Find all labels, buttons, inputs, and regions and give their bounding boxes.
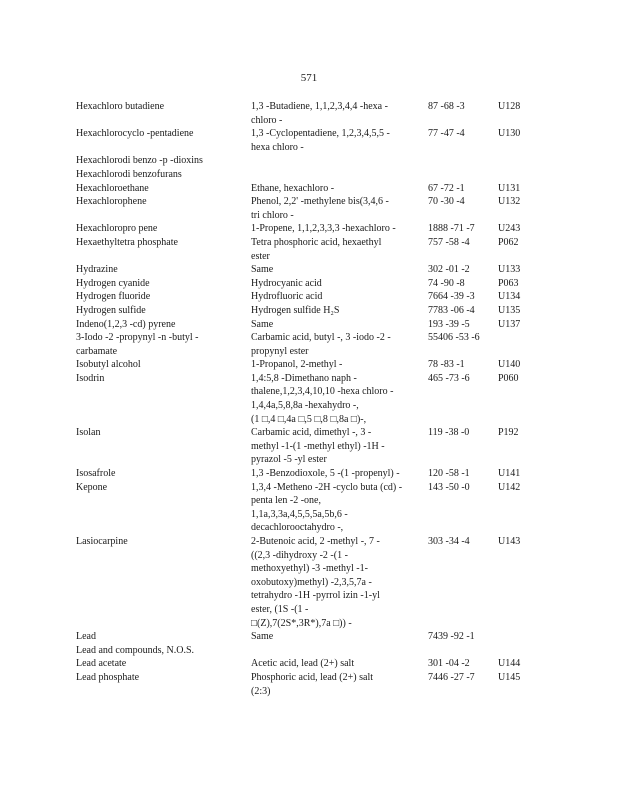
synonym-line: Hydrocyanic acid bbox=[251, 277, 322, 289]
table-row bbox=[76, 644, 536, 658]
cas-number: 757 -58 -4 bbox=[428, 236, 470, 248]
synonym-line: penta len -2 -one, bbox=[251, 495, 321, 507]
cas-number: 303 -34 -4 bbox=[428, 536, 470, 548]
synonym-line: Same bbox=[251, 264, 274, 276]
synonym-line: Phenol, 2,2' -methylene bis(3,4,6 - bbox=[251, 196, 389, 208]
waste-code: U131 bbox=[498, 182, 521, 194]
synonym-line: Hydrofluoric acid bbox=[251, 291, 323, 303]
table-row bbox=[76, 372, 536, 426]
substance-name-line: Isodrin bbox=[76, 372, 105, 384]
synonym bbox=[251, 481, 419, 535]
waste-code: P192 bbox=[498, 427, 519, 439]
synonym-line: propynyl ester bbox=[251, 345, 309, 357]
substance-name-line: Kepone bbox=[76, 481, 108, 493]
synonym bbox=[251, 671, 419, 698]
cas-number: 77 -47 -4 bbox=[428, 128, 465, 140]
synonym-line: 1,1a,3,3a,4,5,5,5a,5b,6 - bbox=[251, 508, 348, 520]
synonym bbox=[251, 331, 419, 358]
substance-name bbox=[76, 467, 244, 481]
synonym-line: ((2,3 -dihydroxy -2 -(1 - bbox=[251, 549, 348, 561]
substance-name bbox=[76, 331, 244, 358]
synonym-line: Carbamic acid, dimethyl -, 3 - bbox=[251, 427, 372, 439]
substance-name-line: Lead and compounds, N.O.S. bbox=[76, 644, 195, 656]
substance-name bbox=[76, 657, 244, 671]
synonym bbox=[251, 467, 419, 481]
substance-name bbox=[76, 535, 244, 549]
cas-number: 7439 -92 -1 bbox=[428, 631, 475, 643]
substance-name bbox=[76, 222, 244, 236]
waste-code: P062 bbox=[498, 236, 519, 248]
cas-number: 7783 -06 -4 bbox=[428, 304, 475, 316]
table-row bbox=[76, 630, 536, 644]
synonym-line: ester, (1S -(1 - bbox=[251, 604, 309, 616]
synonym bbox=[251, 657, 419, 671]
synonym-line: tetrahydro -1H -pyrrol izin -1-yl bbox=[251, 590, 380, 602]
synonym-line: methoxyethyl) -3 -methyl -1- bbox=[251, 563, 368, 575]
substance-name-line: carbamate bbox=[76, 345, 118, 357]
synonym-line: ester bbox=[251, 250, 270, 262]
synonym-line: □(Z),7(2S*,3R*),7a □)) - bbox=[251, 617, 352, 629]
substance-name bbox=[76, 263, 244, 277]
synonym-line: Hydrogen sulfide H₂S bbox=[251, 304, 340, 316]
table-row bbox=[76, 426, 536, 467]
substance-name-line: Lasiocarpine bbox=[76, 536, 128, 548]
waste-code: U132 bbox=[498, 196, 521, 208]
waste-code: U130 bbox=[498, 128, 521, 140]
cas-number: 55406 -53 -6 bbox=[428, 332, 480, 344]
table-row bbox=[76, 304, 536, 318]
waste-code: U145 bbox=[498, 672, 521, 684]
cas-number: 78 -83 -1 bbox=[428, 359, 465, 371]
substance-name-line: Hexachloropro pene bbox=[76, 223, 158, 235]
synonym-line: (2:3) bbox=[251, 685, 271, 697]
synonym-line: 1,3 -Butadiene, 1,1,2,3,4,4 -hexa - bbox=[251, 101, 388, 112]
substance-name bbox=[76, 426, 244, 440]
table-row bbox=[76, 467, 536, 481]
table-row bbox=[76, 318, 536, 332]
substance-name-line: Hexachloroethane bbox=[76, 182, 149, 194]
synonym-line: 1,3,4 -Metheno -2H -cyclo buta (cd) - bbox=[251, 481, 403, 493]
substance-name bbox=[76, 154, 244, 181]
substance-name-line: Isobutyl alcohol bbox=[76, 359, 141, 371]
synonym-line: pyrazol -5 -yl ester bbox=[251, 454, 327, 466]
substance-name bbox=[76, 277, 244, 291]
synonym-line: Carbamic acid, butyl -, 3 -iodo -2 - bbox=[251, 332, 391, 344]
table-row bbox=[76, 195, 536, 222]
table-row bbox=[76, 277, 536, 291]
cas-number: 119 -38 -0 bbox=[428, 427, 470, 439]
cas-number: 143 -50 -0 bbox=[428, 481, 470, 493]
substance-name bbox=[76, 127, 244, 141]
synonym-line: Same bbox=[251, 631, 274, 643]
cas-number: 7664 -39 -3 bbox=[428, 291, 475, 303]
substance-name-line: Hexachlorodi benzofurans bbox=[76, 168, 182, 180]
synonym-line: Phosphoric acid, lead (2+) salt bbox=[251, 672, 373, 684]
table-row bbox=[76, 236, 536, 263]
table-row bbox=[76, 358, 536, 372]
substance-name bbox=[76, 318, 244, 332]
table-row bbox=[76, 182, 536, 196]
substance-name bbox=[76, 630, 244, 644]
substance-name-line: Isosafrole bbox=[76, 468, 116, 480]
substance-name-line: Lead phosphate bbox=[76, 672, 140, 684]
substance-name bbox=[76, 236, 244, 250]
substance-name-line: Lead bbox=[76, 631, 96, 643]
synonym bbox=[251, 318, 419, 332]
substance-name-line: Hydrogen cyanide bbox=[76, 277, 150, 289]
synonym bbox=[251, 127, 419, 154]
waste-code: U243 bbox=[498, 223, 521, 235]
waste-code: U141 bbox=[498, 468, 521, 480]
substance-name bbox=[76, 195, 244, 209]
synonym-line: 1,4:5,8 -Dimethano naph - bbox=[251, 372, 357, 384]
table-row bbox=[76, 222, 536, 236]
synonym bbox=[251, 630, 419, 644]
synonym-line: methyl -1-(1 -methyl ethyl) -1H - bbox=[251, 440, 385, 452]
substance-name bbox=[76, 304, 244, 318]
waste-code: P063 bbox=[498, 277, 519, 289]
waste-code: U140 bbox=[498, 359, 521, 371]
synonym bbox=[251, 222, 419, 236]
substance-name bbox=[76, 290, 244, 304]
synonym bbox=[251, 535, 419, 630]
synonym-line: 1-Propanol, 2-methyl - bbox=[251, 359, 343, 371]
substance-name-line: Hexachlorophene bbox=[76, 196, 147, 208]
cas-number: 74 -90 -8 bbox=[428, 277, 465, 289]
waste-code: U135 bbox=[498, 304, 521, 316]
synonym-line: 1,3 -Cyclopentadiene, 1,2,3,4,5,5 - bbox=[251, 128, 390, 140]
substance-name-line: Lead acetate bbox=[76, 658, 127, 670]
synonym bbox=[251, 277, 419, 291]
cas-number: 465 -73 -6 bbox=[428, 372, 470, 384]
substance-name-line: Hexachlorodi benzo -p -dioxins bbox=[76, 155, 203, 167]
synonym-line: tri chloro - bbox=[251, 209, 294, 221]
cas-number: 193 -39 -5 bbox=[428, 318, 470, 330]
synonym bbox=[251, 290, 419, 304]
cas-number: 302 -01 -2 bbox=[428, 264, 470, 276]
synonym bbox=[251, 236, 419, 263]
synonym-line: Ethane, hexachloro - bbox=[251, 182, 335, 194]
table-row bbox=[76, 154, 536, 181]
table-row bbox=[76, 100, 536, 127]
substance-name bbox=[76, 358, 244, 372]
synonym bbox=[251, 426, 419, 467]
cas-number: 7446 -27 -7 bbox=[428, 672, 475, 684]
cas-number: 301 -04 -2 bbox=[428, 658, 470, 670]
substance-name bbox=[76, 182, 244, 196]
table-row bbox=[76, 671, 536, 698]
cas-number: 70 -30 -4 bbox=[428, 196, 465, 208]
waste-code: U143 bbox=[498, 536, 521, 548]
table-row bbox=[76, 535, 536, 630]
synonym bbox=[251, 100, 419, 127]
synonym bbox=[251, 372, 419, 426]
synonym-line: 2-Butenoic acid, 2 -methyl -, 7 - bbox=[251, 536, 380, 548]
table-row bbox=[76, 657, 536, 671]
waste-code: U142 bbox=[498, 481, 521, 493]
cas-number: 67 -72 -1 bbox=[428, 182, 465, 194]
synonym-line: Tetra phosphoric acid, hexaethyl bbox=[251, 236, 382, 248]
waste-code: U133 bbox=[498, 264, 521, 276]
cas-number: 1888 -71 -7 bbox=[428, 223, 475, 235]
table-row bbox=[76, 331, 536, 358]
cas-number: 87 -68 -3 bbox=[428, 101, 465, 112]
synonym bbox=[251, 358, 419, 372]
synonym bbox=[251, 304, 419, 318]
substance-name-line: Hexaethyltetra phosphate bbox=[76, 236, 178, 248]
table-row bbox=[76, 290, 536, 304]
substance-name-line: Hexachlorocyclo -pentadiene bbox=[76, 128, 194, 140]
substance-name-line: Isolan bbox=[76, 427, 101, 439]
synonym-line: 1-Propene, 1,1,2,3,3,3 -hexachloro - bbox=[251, 223, 396, 235]
substance-name bbox=[76, 481, 244, 495]
synonym bbox=[251, 263, 419, 277]
substance-name-line: Hydrazine bbox=[76, 264, 118, 276]
substance-name bbox=[76, 372, 244, 386]
synonym bbox=[251, 195, 419, 222]
synonym-line: 1,4,4a,5,8,8a -hexahydro -, bbox=[251, 400, 359, 412]
synonym-line: thalene,1,2,3,4,10,10 -hexa chloro - bbox=[251, 386, 394, 398]
synonym-line: chloro - bbox=[251, 114, 283, 126]
waste-code: U134 bbox=[498, 291, 521, 303]
waste-code: U144 bbox=[498, 658, 521, 670]
cas-number: 120 -58 -1 bbox=[428, 468, 470, 480]
substance-name-line: Indeno(1,2,3 -cd) pyrene bbox=[76, 318, 176, 330]
substance-name-line: Hydrogen fluoride bbox=[76, 291, 151, 303]
waste-code: U128 bbox=[498, 101, 521, 112]
substance-name bbox=[76, 644, 244, 658]
substance-name-line: Hexachloro butadiene bbox=[76, 101, 165, 112]
synonym-line: Same bbox=[251, 318, 274, 330]
synonym-line: oxobutoxy)methyl) -2,3,5,7a - bbox=[251, 576, 372, 588]
table-row bbox=[76, 481, 536, 535]
waste-code: U137 bbox=[498, 318, 521, 330]
table-row bbox=[76, 127, 536, 154]
substance-name-line: 3-Iodo -2 -propynyl -n -butyl - bbox=[76, 332, 199, 344]
synonym-line: hexa chloro - bbox=[251, 141, 304, 153]
waste-code: P060 bbox=[498, 372, 519, 384]
substance-name bbox=[76, 100, 244, 114]
chemical-table bbox=[76, 100, 536, 698]
synonym-line: 1,3 -Benzodioxole, 5 -(1 -propenyl) - bbox=[251, 468, 400, 480]
synonym-line: decachlorooctahydro -, bbox=[251, 522, 344, 534]
page-number: 571 bbox=[300, 72, 318, 84]
table-row bbox=[76, 263, 536, 277]
synonym-line: (1 □,4 □,4a □,5 □,8 □,8a □)-, bbox=[251, 413, 367, 425]
substance-name bbox=[76, 671, 244, 685]
substance-name-line: Hydrogen sulfide bbox=[76, 304, 146, 316]
synonym bbox=[251, 182, 419, 196]
synonym-line: Acetic acid, lead (2+) salt bbox=[251, 658, 355, 670]
